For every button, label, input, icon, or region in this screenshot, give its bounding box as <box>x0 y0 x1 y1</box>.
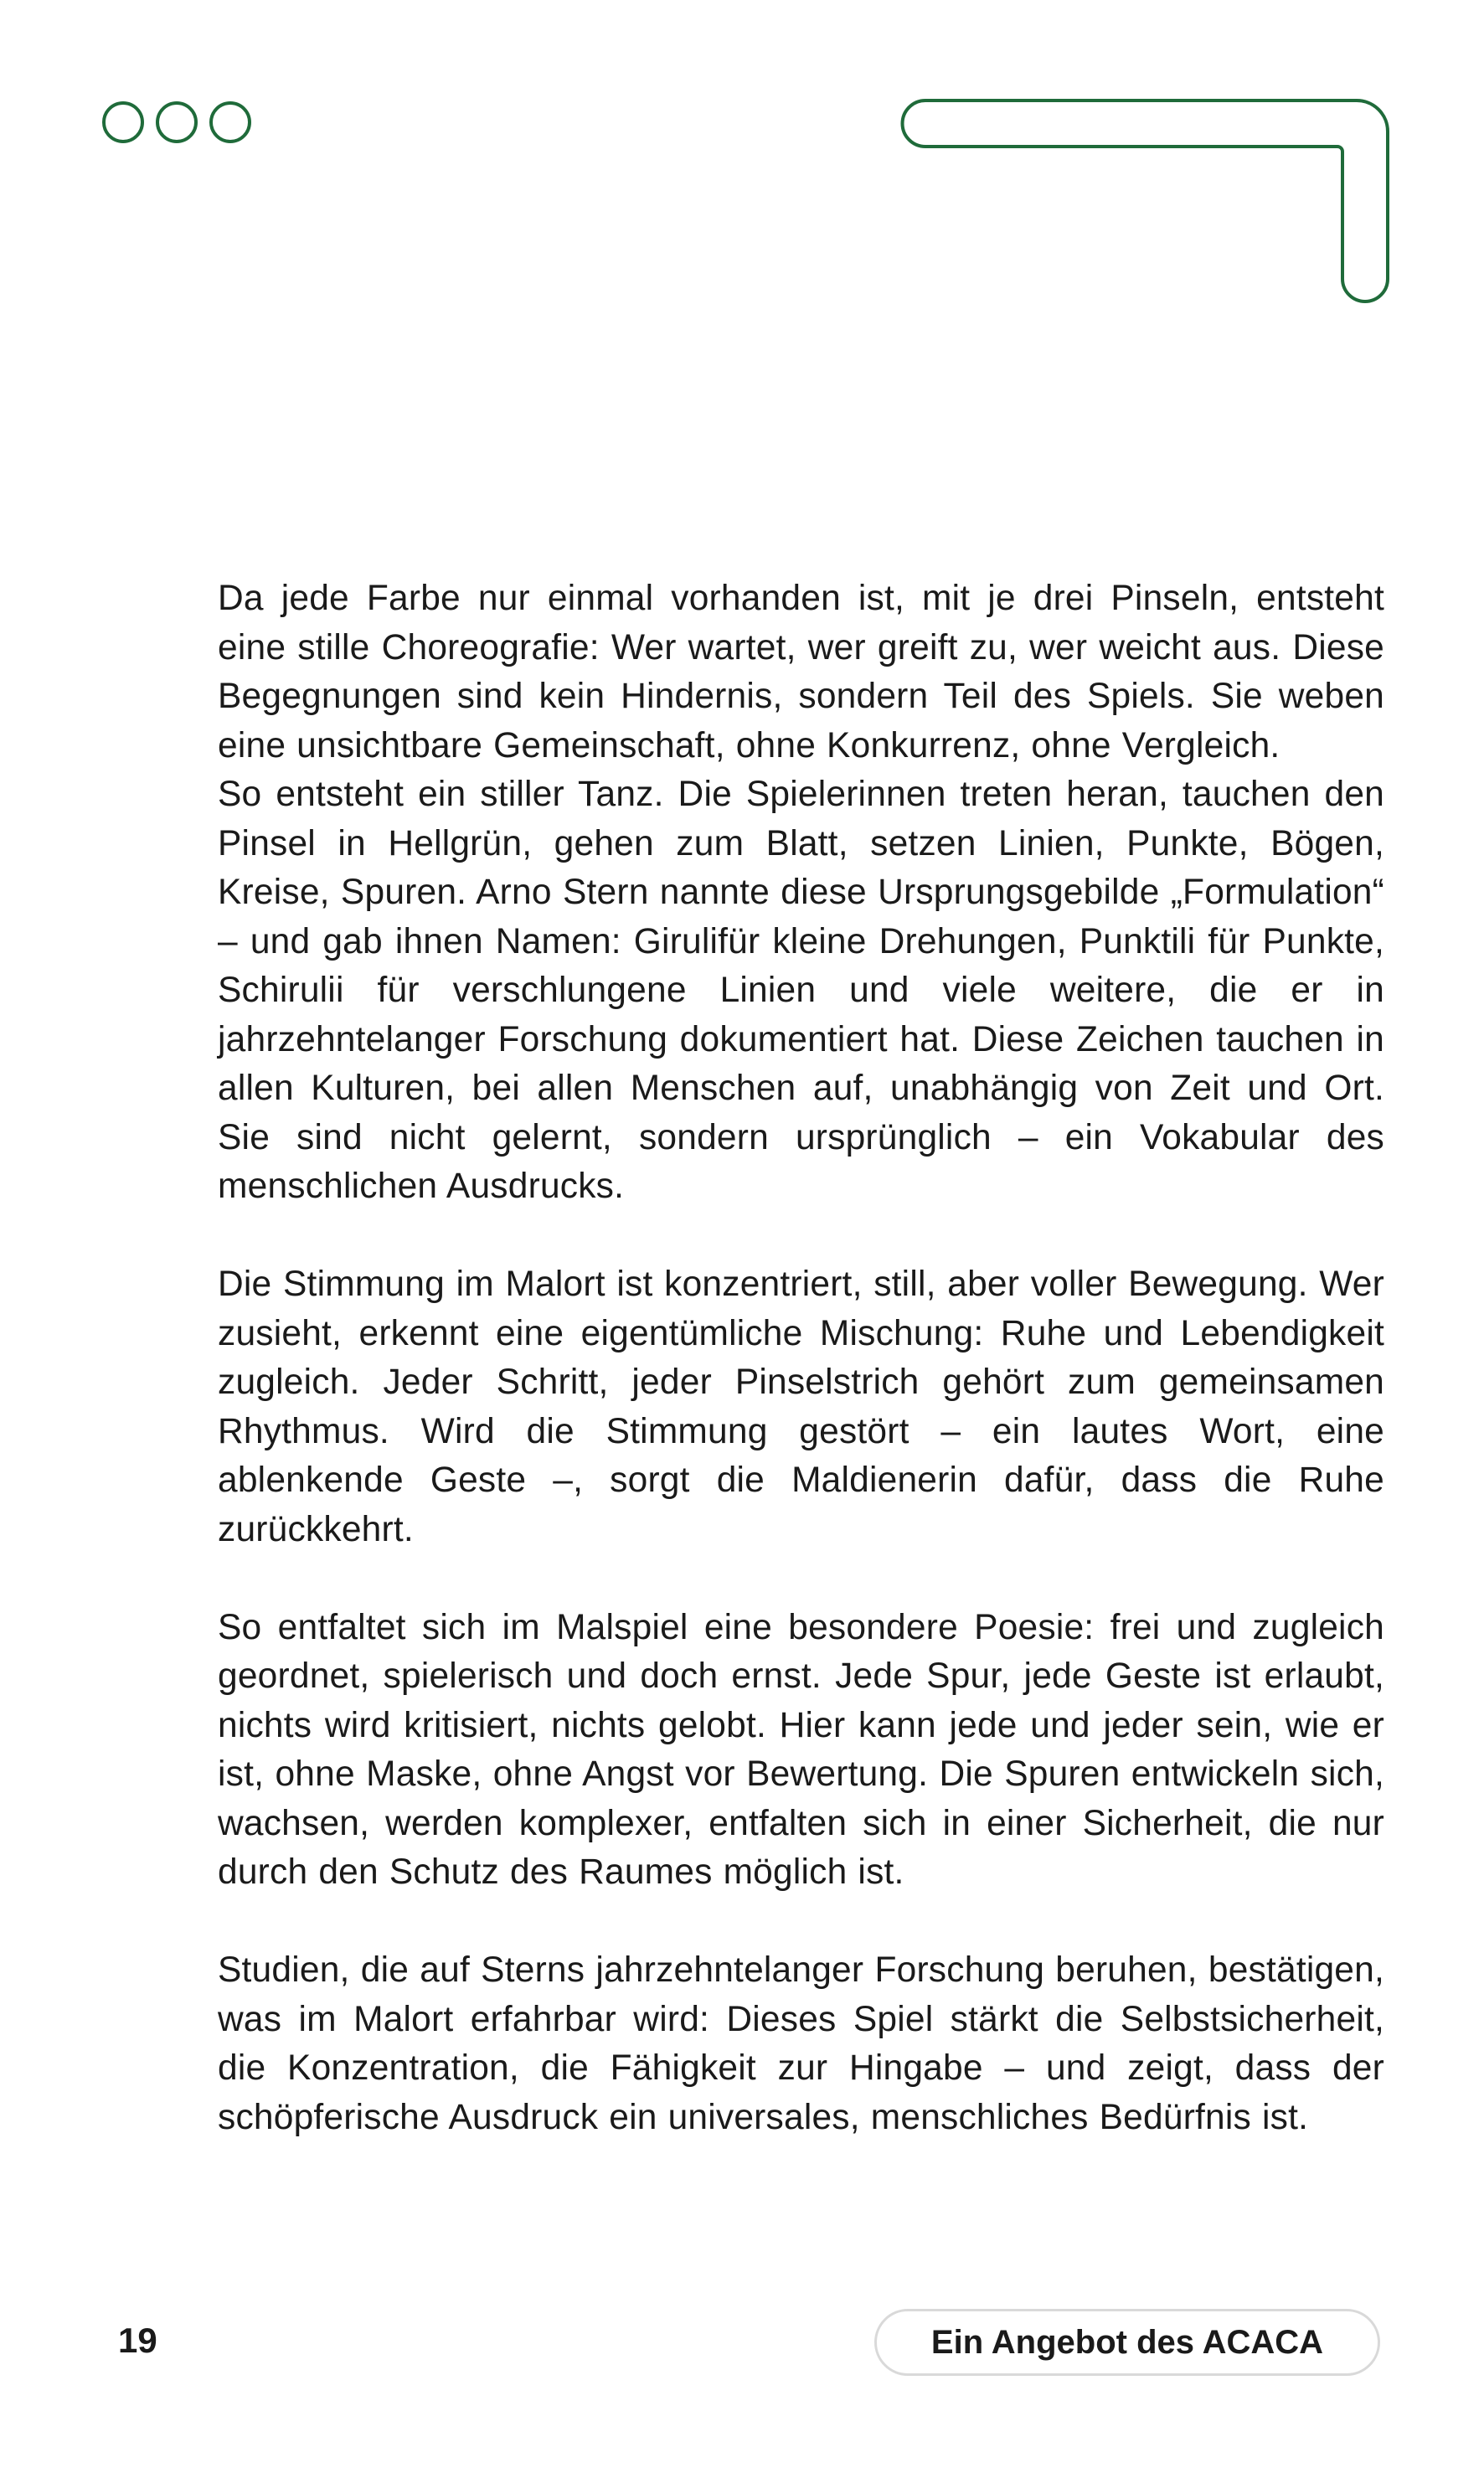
paragraph: So entfaltet sich im Malspiel eine besondere Poesie: frei und zugleich geordnet, spielerisch und doch ernst. Jede Spur, jede Geste ist erlaubt, nichts wird kritisiert, nichts gelobt. Hier kann jede und jeder sein, wie er ist, ohne Maske, ohne Angst vor Bewertung. Die Spuren entwickeln sich, wachsen, werden komplexer, entfalten sich in einer Sicherheit, die nur durch den Schutz des Raumes möglich ist. <box>218 1607 1384 1892</box>
paragraph: Studien, die auf Sterns jahrzehntelanger Forschung beruhen, bestätigen, was im Malort erfahrbar wird: Dieses Spiel stärkt die Selbstsicherheit, die Konzentration, die Fähigkeit zur Hingabe – und zeigt, dass der schöpferische Ausdruck ein universales, menschliches Bedürfnis ist. <box>218 1950 1384 2137</box>
footer-badge <box>874 2309 1380 2376</box>
paragraph: Da jede Farbe nur einmal vorhanden ist, mit je drei Pinseln, entsteht eine stille Choreografie: Wer wartet, wer greift zu, wer weicht aus. Diese Begegnungen sind kein Hindernis, sondern Teil des Spiels. Sie weben eine unsichtbare Gemeinschaft, ohne Konkurrenz, ohne Vergleich. <box>218 579 1384 765</box>
body-text <box>218 574 1384 2192</box>
corner-bracket-icon <box>888 96 1390 310</box>
paragraph: Die Stimmung im Malort ist konzentriert, still, aber voller Bewegung. Wer zusieht, erkennt eine eigentümliche Mischung: Ruhe und Lebendigkeit zugleich. Jeder Schritt, jeder Pinselstrich gehört zum gemeinsamen Rhythmus. Wird die Stimmung gestört – ein lautes Wort, eine ablenkende Geste –, sorgt die Maldienerin dafür, dass die Ruhe zurückkehrt. <box>218 1265 1384 1549</box>
page-number: 19 <box>118 2321 157 2360</box>
paragraph: So entsteht ein stiller Tanz. Die Spielerinnen treten heran, tauchen den Pinsel in Hellgrün, gehen zum Blatt, setzen Linien, Punkte, Bögen, Kreise, Spuren. Arno Stern nannte diese Ursprungsgebilde „Formulation“ – und gab ihnen Namen: Girulifür kleine Drehungen, Punktili für Punkte, Schirulii für verschlungene Linien und viele weitere, die er in jahrzehntelanger Forschung dokumentiert hat. Diese Zeichen tauchen in allen Kulturen, bei allen Menschen auf, unabhängig von Zeit und Ort. Sie sind nicht gelernt, sondern ursprünglich – ein Vokabular des menschlichen Ausdrucks. <box>218 775 1384 1206</box>
footer-badge-label: Ein Angebot des ACACA <box>930 2323 1324 2361</box>
three-circles-icon <box>102 98 253 148</box>
